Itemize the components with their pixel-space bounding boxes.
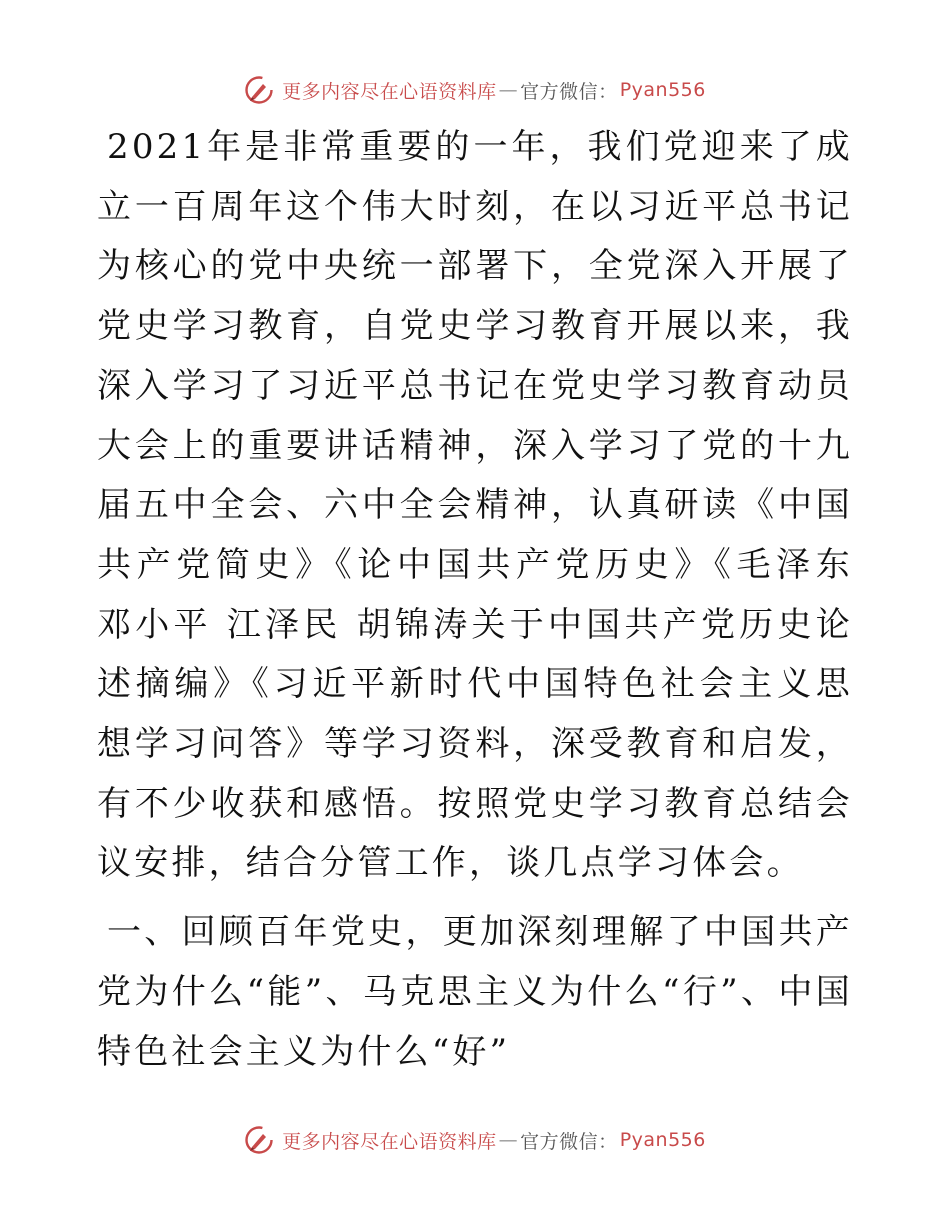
section-heading: 一、回顾百年党史，更加深刻理解了中国共产党为什么“能”、马克思主义为什么“行”、中国特色社会主义为什么“好” [97, 912, 853, 1072]
banner-wechat-label: 官方微信： [520, 1130, 618, 1153]
banner-text: 更多内容尽在心语资料库 [282, 80, 497, 103]
banner-dash: — [498, 79, 519, 101]
banner-wechat-label: 官方微信： [520, 80, 618, 103]
header-watermark-banner [0, 70, 950, 110]
pen-logo-icon [244, 1125, 274, 1155]
pen-logo-icon [244, 75, 274, 105]
document-body [97, 118, 853, 1082]
body-paragraph: 2021年是非常重要的一年，我们党迎来了成立一百周年这个伟大时刻，在以习近平总书记为核心的党中央统一部署下，全党深入开展了党史学习教育，自党史学习教育开展以来，我深入学习了习近平总书记在党史学习教育动员大会上的重要讲话精神，深入学习了党的十九届五中全会、六中全会精神，认真研读《中国共产党简史》《论中国共产党历史》《毛泽东 邓小平 江泽民 胡锦涛关于中国共产党历史论述摘编》《习近平新时代中国特色社会主义思想学习问答》等学习资料，深受教育和启发，有不少收获和感悟。按照党史学习教育总结会议安排，结合分管工作，谈几点学习体会。 [97, 127, 853, 884]
banner-wechat-id: Pyan556 [619, 1129, 706, 1151]
banner-wechat-id: Pyan556 [619, 79, 706, 101]
banner-dash: — [498, 1129, 519, 1151]
footer-watermark-banner [0, 1120, 950, 1160]
banner-text: 更多内容尽在心语资料库 [282, 1130, 497, 1153]
